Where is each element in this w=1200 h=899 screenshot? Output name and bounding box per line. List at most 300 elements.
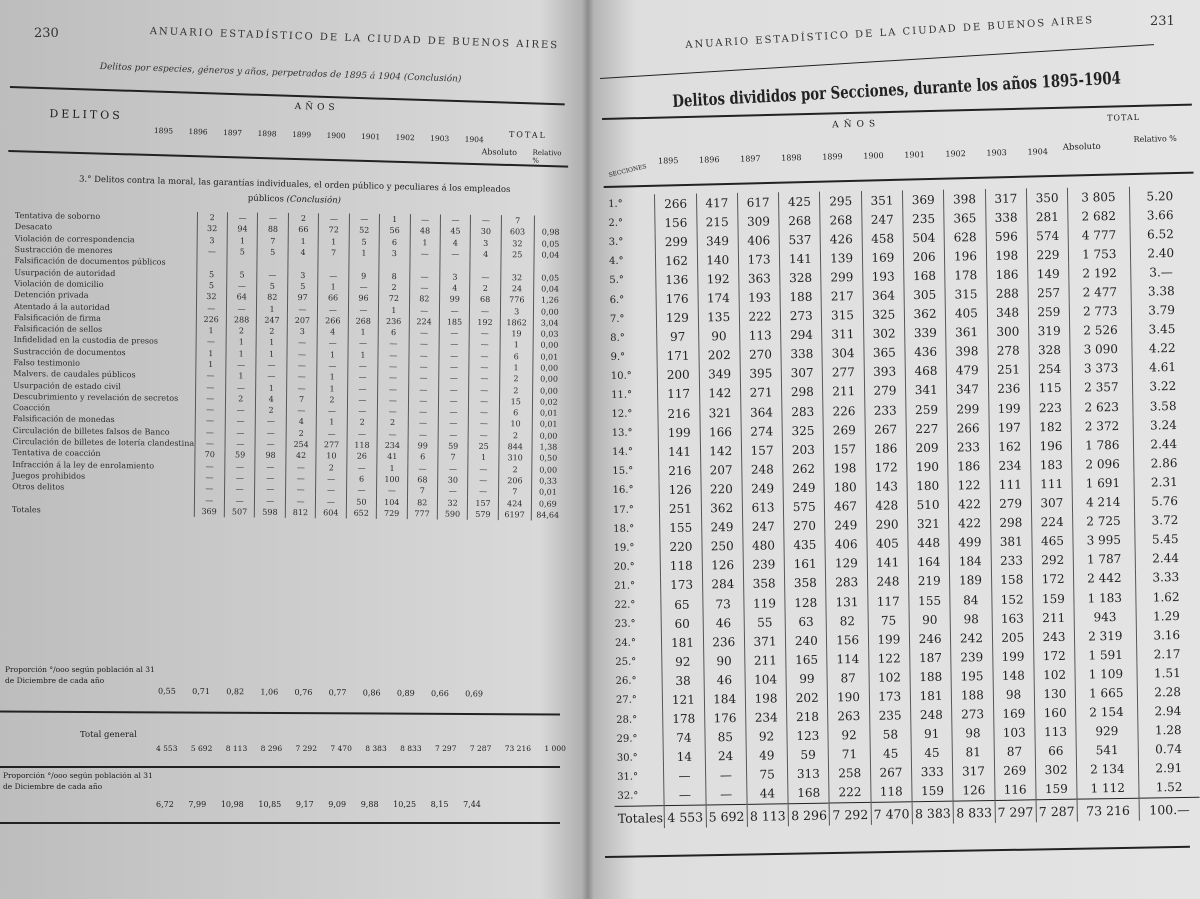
table-cell: 283 [826, 573, 868, 593]
table-cell: 160 [1034, 703, 1076, 723]
table-cell: — [409, 271, 440, 283]
table-cell: 596 [986, 227, 1028, 247]
table-cell: — [225, 472, 256, 484]
left-page-number: 230 [34, 26, 59, 41]
table-cell: 129 [826, 554, 868, 574]
table-cell: 3 [379, 248, 410, 260]
table-cell: 2 [288, 213, 319, 225]
table-cell: — [408, 429, 439, 441]
table-cell: 777 [407, 508, 438, 520]
table-cell: 1 [318, 281, 349, 293]
table-cell: 1862 [500, 317, 533, 329]
table-cell: 157 [824, 439, 866, 459]
table-cell: 268 [779, 211, 821, 231]
table-cell: — [664, 785, 706, 805]
table-cell: 246 [909, 629, 951, 649]
table-cell: 5 [227, 269, 258, 281]
table-cell: 309 [738, 211, 780, 231]
table-cell: 178 [945, 265, 987, 285]
table-cell: 2 134 [1077, 760, 1139, 780]
table-cell: — [348, 338, 379, 350]
table-cell: 50 [346, 496, 377, 508]
row-label: Detención privada [14, 290, 89, 301]
absoluto-header-right: Absoluto [1062, 141, 1101, 153]
table-cell: 6 [407, 451, 438, 463]
table-cell: 188 [910, 667, 952, 687]
table-cell: 2.94 [1137, 701, 1198, 721]
table-cell: — [439, 327, 470, 339]
table-cell: 84 [950, 590, 992, 610]
table-cell: 4 [286, 416, 317, 428]
table-cell: — [438, 463, 469, 475]
table-cell: — [349, 214, 380, 226]
table-cell: 32 [196, 291, 227, 303]
table-cell: 3 [440, 271, 471, 283]
table-cell: 222 [739, 307, 781, 327]
table-cell: 266 [318, 315, 349, 327]
table-cell: — [226, 359, 257, 371]
table-cell: 405 [946, 304, 988, 324]
table-cell: 2 773 [1069, 301, 1131, 321]
table-cell: 279 [864, 381, 906, 401]
table-cell: 155 [660, 518, 702, 538]
table-cell: 3 [197, 235, 228, 247]
table-cell: 248 [911, 705, 953, 725]
table-cell: 119 [744, 593, 786, 613]
table-cell: 284 [702, 575, 744, 595]
table-cell: 943 [1074, 607, 1136, 627]
row-label: 25.° [615, 656, 637, 669]
table-cell: 0,33 [531, 475, 564, 487]
table-cell: 5 692 [706, 804, 748, 827]
table-cell: 422 [949, 514, 991, 534]
table-cell: 7 [286, 394, 317, 406]
table-cell: 122 [868, 649, 910, 669]
table-cell: — [225, 416, 256, 428]
left-crime-table [9, 210, 567, 521]
table-cell: — [468, 486, 499, 498]
table-cell: 198 [745, 689, 787, 709]
row-label: Infidelidad en la custodia de presos [13, 335, 159, 346]
row-label: 31.° [617, 771, 639, 783]
table-cell: 207 [700, 460, 742, 480]
left-subtitle-note: (Conclusión) [403, 72, 462, 85]
year-header: 1903 [986, 148, 1007, 158]
table-cell: 155 [909, 591, 951, 611]
row-label: 19.° [613, 542, 635, 554]
table-cell: 100.— [1139, 797, 1200, 820]
table-cell: 128 [785, 593, 827, 613]
left-proportion-label: Proporción °/ooo según población al 31 de Diciembre de cada año [5, 665, 155, 685]
table-cell: 2 725 [1073, 511, 1135, 531]
table-cell: 6.52 [1130, 224, 1191, 244]
table-cell: 92 [662, 652, 704, 672]
table-cell: 395 [740, 364, 782, 384]
table-cell: 1 [227, 235, 258, 247]
table-cell: 277 [316, 439, 347, 451]
table-cell: 1 665 [1075, 683, 1137, 703]
table-cell: 458 [862, 229, 904, 249]
row-label: 9.° [610, 351, 626, 363]
table-cell: 234 [745, 708, 787, 728]
table-cell: 0,50 [532, 453, 565, 465]
table-cell: — [318, 270, 349, 282]
row-label: 5.° [609, 275, 624, 287]
table-cell: 617 [737, 192, 779, 212]
table-cell: 161 [784, 554, 826, 574]
table-cell: — [347, 372, 378, 384]
row-label: Circulación de billetes falsos de Banco [12, 425, 170, 437]
table-cell: 2 [286, 428, 317, 440]
table-cell: 25 [468, 441, 499, 453]
table-cell: 211 [1033, 608, 1075, 628]
table-cell: 49 [746, 746, 788, 766]
proportion-value: 0,89 [396, 688, 415, 698]
table-cell: 38 [662, 671, 704, 691]
table-cell: — [377, 406, 408, 418]
table-cell: 8 296 [788, 803, 830, 826]
table-cell: — [469, 396, 500, 408]
table-cell: 249 [783, 478, 825, 498]
table-cell: 60 [661, 614, 703, 634]
year-header: 1896 [699, 155, 720, 165]
year-header: 1898 [781, 153, 802, 163]
table-cell: 184 [949, 552, 991, 572]
table-cell: 216 [658, 404, 700, 424]
table-cell: 7 297 [995, 800, 1037, 823]
table-cell: 448 [908, 533, 950, 553]
table-cell: 190 [828, 687, 870, 707]
table-cell: — [348, 360, 379, 372]
table-cell: — [438, 429, 469, 441]
table-cell: 480 [743, 536, 785, 556]
table-cell: 236 [988, 379, 1030, 399]
table-cell: — [285, 484, 316, 496]
table-cell: 111 [1031, 474, 1073, 494]
table-cell: 2 [499, 373, 532, 385]
table-cell: 349 [697, 231, 739, 251]
table-cell: 10 [316, 450, 347, 462]
table-cell: 3.16 [1136, 625, 1197, 645]
table-cell: 216 [659, 461, 701, 481]
table-cell: — [439, 384, 470, 396]
table-cell: — [438, 395, 469, 407]
table-cell: 196 [945, 246, 987, 266]
table-cell: 52 [349, 225, 380, 237]
table-cell: — [316, 496, 347, 508]
table-cell: 254 [286, 439, 317, 451]
table-cell: 249 [825, 516, 867, 536]
year-header: 1901 [904, 150, 925, 160]
row-label: 2.° [608, 217, 624, 230]
table-cell: 1 [377, 462, 408, 474]
table-cell: 467 [825, 496, 867, 516]
table-cell: 362 [904, 304, 946, 324]
table-cell: 812 [285, 507, 316, 519]
table-cell: 5.76 [1134, 491, 1195, 511]
proportion-value: 9,88 [360, 800, 379, 809]
table-cell: — [255, 484, 286, 496]
table-cell: 234 [989, 456, 1031, 476]
table-cell: 2.17 [1136, 644, 1197, 664]
proportion-value: 9,17 [295, 800, 314, 809]
table-cell: — [316, 484, 347, 496]
table-cell: — [195, 404, 226, 416]
table-cell: 2.91 [1138, 759, 1199, 779]
table-cell: 417 [696, 193, 738, 213]
table-cell: 173 [661, 575, 703, 595]
table-cell: 7 [501, 215, 534, 227]
table-cell: 32 [197, 223, 228, 235]
table-cell: 347 [947, 380, 989, 400]
table-cell: 2 [347, 417, 378, 429]
table-cell: — [408, 384, 439, 396]
row-label: Usurpación de autoridad [14, 267, 116, 278]
table-cell: 176 [704, 708, 746, 728]
table-cell: 279 [990, 494, 1032, 514]
table-cell: — [408, 406, 439, 418]
table-cell: 73 216 [1077, 798, 1139, 821]
table-cell: 183 [1031, 455, 1073, 475]
table-cell: 5.45 [1134, 529, 1195, 549]
table-cell: — [378, 372, 409, 384]
general-total-value: 4 553 [156, 744, 178, 753]
table-cell: 5 [196, 268, 227, 280]
relativo-header-right: Relativo % [1133, 133, 1177, 145]
table-cell: 8 833 [953, 800, 995, 823]
left-top-rule [10, 86, 565, 105]
table-cell: 315 [945, 284, 987, 304]
table-cell: 166 [700, 422, 742, 442]
table-cell: 295 [820, 191, 862, 211]
table-cell: 0,02 [532, 396, 565, 408]
table-cell: 173 [869, 687, 911, 707]
table-cell: 0,04 [533, 283, 566, 295]
table-cell: 64 [227, 291, 258, 303]
table-cell: 66 [1035, 741, 1077, 761]
table-cell: 510 [907, 495, 949, 515]
table-cell: 164 [908, 552, 950, 572]
left-subtitle-text: Delitos por especies, géneros y años, perpetrados de 1895 á 1904 [99, 62, 402, 83]
table-cell: — [225, 427, 256, 439]
table-cell: 15 [499, 396, 532, 408]
table-cell: 172 [1032, 570, 1074, 590]
table-cell: 181 [910, 686, 952, 706]
row-label: 7.° [609, 313, 625, 325]
table-cell: 113 [1035, 722, 1077, 742]
row-label: Sustracción de documentos [13, 346, 126, 357]
row-label: 23.° [614, 618, 636, 631]
table-cell: 3.— [1130, 262, 1191, 282]
table-cell: 123 [787, 726, 829, 746]
table-cell: 541 [1076, 740, 1138, 760]
table-cell: 1 [196, 347, 227, 359]
table-cell: — [224, 495, 255, 507]
table-cell: — [469, 350, 500, 362]
table-cell: 4 [317, 326, 348, 338]
table-cell: 185 [439, 316, 470, 328]
table-cell: 71 [829, 745, 871, 765]
table-cell: 3.22 [1132, 377, 1193, 397]
table-cell: — [439, 361, 470, 373]
table-cell: 319 [1028, 321, 1070, 341]
table-cell: 2 [317, 394, 348, 406]
table-cell: 2.40 [1130, 243, 1191, 263]
table-cell: 104 [377, 496, 408, 508]
table-cell: 72 [379, 293, 410, 305]
table-cell: 7 470 [871, 802, 913, 825]
table-cell: 58 [870, 725, 912, 745]
proportion-value: 0,69 [465, 689, 483, 699]
table-cell: 184 [704, 689, 746, 709]
table-cell: 273 [780, 306, 822, 326]
table-cell: — [408, 361, 439, 373]
table-cell: — [378, 395, 409, 407]
year-header: 1898 [257, 128, 277, 139]
table-cell: 298 [990, 513, 1032, 533]
table-cell: 87 [994, 742, 1036, 762]
table-cell: 248 [867, 572, 909, 592]
row-label: 11.° [611, 389, 633, 401]
table-cell: — [285, 495, 316, 507]
table-cell: 1.62 [1135, 587, 1196, 607]
table-cell: 176 [656, 289, 698, 309]
left-proportion2-label: Proporción °/ooo según población al 31 de Diciembre de cada año [3, 771, 153, 791]
table-cell: 313 [788, 764, 830, 784]
table-cell: 1 [288, 235, 319, 247]
table-cell: 7 292 [830, 802, 872, 825]
table-cell: 2 [379, 282, 410, 294]
table-cell: 3 373 [1070, 359, 1132, 379]
table-cell: 3.66 [1129, 205, 1190, 225]
table-cell: — [287, 360, 318, 372]
table-cell: 5 [349, 236, 380, 248]
table-cell: 121 [663, 690, 705, 710]
table-cell: 148 [993, 666, 1035, 686]
year-header: 1899 [822, 152, 843, 162]
table-cell: 1 [196, 325, 227, 337]
table-cell: 2.44 [1133, 434, 1194, 454]
table-cell: 173 [738, 250, 780, 270]
table-cell: 140 [697, 250, 739, 270]
table-cell: 84,64 [531, 509, 564, 521]
proportion-value: 7,99 [188, 800, 207, 809]
table-cell: 236 [378, 316, 409, 328]
table-cell: 0,00 [533, 306, 566, 318]
table-cell: 3.38 [1130, 281, 1191, 301]
year-header: 1904 [464, 134, 484, 145]
table-cell: — [470, 271, 501, 283]
table-cell: 507 [224, 506, 255, 518]
table-cell: 288 [987, 284, 1029, 304]
table-cell: 1 [348, 349, 379, 361]
table-cell: 424 [498, 498, 531, 510]
table-cell: 338 [781, 344, 823, 364]
proportion-value: 0,55 [157, 686, 176, 696]
table-cell: — [196, 302, 227, 314]
table-cell: 307 [1031, 493, 1073, 513]
table-cell: 305 [904, 285, 946, 305]
table-cell: 10 [499, 418, 532, 430]
right-bottom-rule [605, 846, 1190, 858]
table-cell: 92 [746, 727, 788, 747]
table-cell: — [410, 214, 441, 226]
table-cell: 1 [410, 237, 441, 249]
table-cell: — [197, 246, 228, 258]
table-cell: 242 [951, 628, 993, 648]
table-cell: 169 [862, 248, 904, 268]
table-cell: 224 [1031, 512, 1073, 532]
table-cell: 2.44 [1135, 549, 1196, 569]
table-cell: 143 [866, 477, 908, 497]
table-cell: 294 [781, 325, 823, 345]
table-cell: 0.74 [1138, 739, 1199, 759]
table-cell: 82 [407, 497, 438, 509]
table-cell: 163 [992, 608, 1034, 628]
table-cell: 5 [288, 281, 319, 293]
table-cell: 73 [702, 594, 744, 614]
table-cell: 259 [906, 400, 948, 420]
table-cell: 3,04 [533, 317, 566, 329]
table-cell: 575 [783, 497, 825, 517]
table-cell: 8 383 [912, 801, 954, 824]
proportion-value: 8,15 [430, 800, 449, 809]
table-cell: 190 [907, 457, 949, 477]
table-cell: 2 154 [1076, 702, 1138, 722]
table-cell: — [470, 305, 501, 317]
table-cell: 277 [823, 363, 865, 383]
table-cell: 0,00 [533, 340, 566, 352]
table-cell: 206 [903, 247, 945, 267]
table-cell: 198 [824, 458, 866, 478]
table-cell: 0,03 [533, 328, 566, 340]
table-cell: 269 [824, 420, 866, 440]
table-cell: — [257, 269, 288, 281]
table-cell: 2 357 [1071, 378, 1133, 398]
general-total-value: 1 000 [544, 744, 566, 753]
general-total-value: 5 692 [190, 744, 213, 753]
table-cell: — [256, 371, 287, 383]
table-cell: 0,69 [531, 498, 564, 510]
table-cell: 219 [908, 572, 950, 592]
year-header: 1895 [657, 156, 679, 166]
table-cell: 369 [902, 190, 944, 210]
general-total-value: 7 470 [330, 744, 352, 753]
table-cell: — [318, 304, 349, 316]
table-cell: 361 [946, 323, 988, 343]
table-cell: — [194, 494, 225, 506]
table-cell: 102 [869, 668, 911, 688]
table-cell: 122 [948, 475, 990, 495]
table-cell: 4 [470, 249, 501, 261]
row-label: 21.° [614, 580, 636, 592]
table-cell: 41 [377, 451, 408, 463]
table-cell: — [440, 248, 471, 260]
total-general-row [156, 744, 566, 753]
table-cell: 2.28 [1137, 682, 1198, 702]
table-cell: 1.52 [1138, 778, 1199, 799]
row-label: Desacato [14, 222, 53, 232]
table-cell: — [348, 281, 379, 293]
section-title-note: (Conclusión) [286, 194, 342, 206]
right-running-head: ANUARIO ESTADÍSTICO DE LA CIUDAD DE BUENOS AIRES [685, 14, 1095, 51]
left-bottom-rule [0, 822, 560, 824]
table-cell: — [439, 339, 470, 351]
table-cell: 66 [288, 224, 319, 236]
table-cell: 233 [991, 551, 1033, 571]
table-cell: — [409, 282, 440, 294]
table-cell: 4.61 [1132, 358, 1193, 378]
